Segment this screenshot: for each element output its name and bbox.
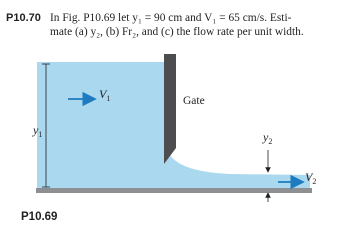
v1-label: $V_1$ bbox=[99, 87, 111, 103]
sluice-gate-figure bbox=[0, 52, 350, 202]
channel-bed bbox=[36, 188, 312, 193]
problem-text-line-2: mate (a) y₂, (b) Fr₂, and (c) the flow rate per unit width. bbox=[50, 26, 304, 38]
figure-label: P10.69 bbox=[21, 211, 58, 223]
v2-label: $V_2$ bbox=[305, 170, 317, 186]
figure-svg bbox=[0, 52, 350, 202]
sluice-gate bbox=[164, 54, 176, 164]
problem-text-line-1: In Fig. P10.69 let y₁ = 90 cm and V₁ = 65 cm/s. Esti- bbox=[50, 12, 292, 24]
gate-label: Gate bbox=[183, 95, 205, 107]
problem-number: P10.70 bbox=[6, 12, 41, 24]
y2-label: $y_2$ bbox=[263, 130, 273, 146]
y1-label: $y_1$ bbox=[33, 123, 43, 139]
